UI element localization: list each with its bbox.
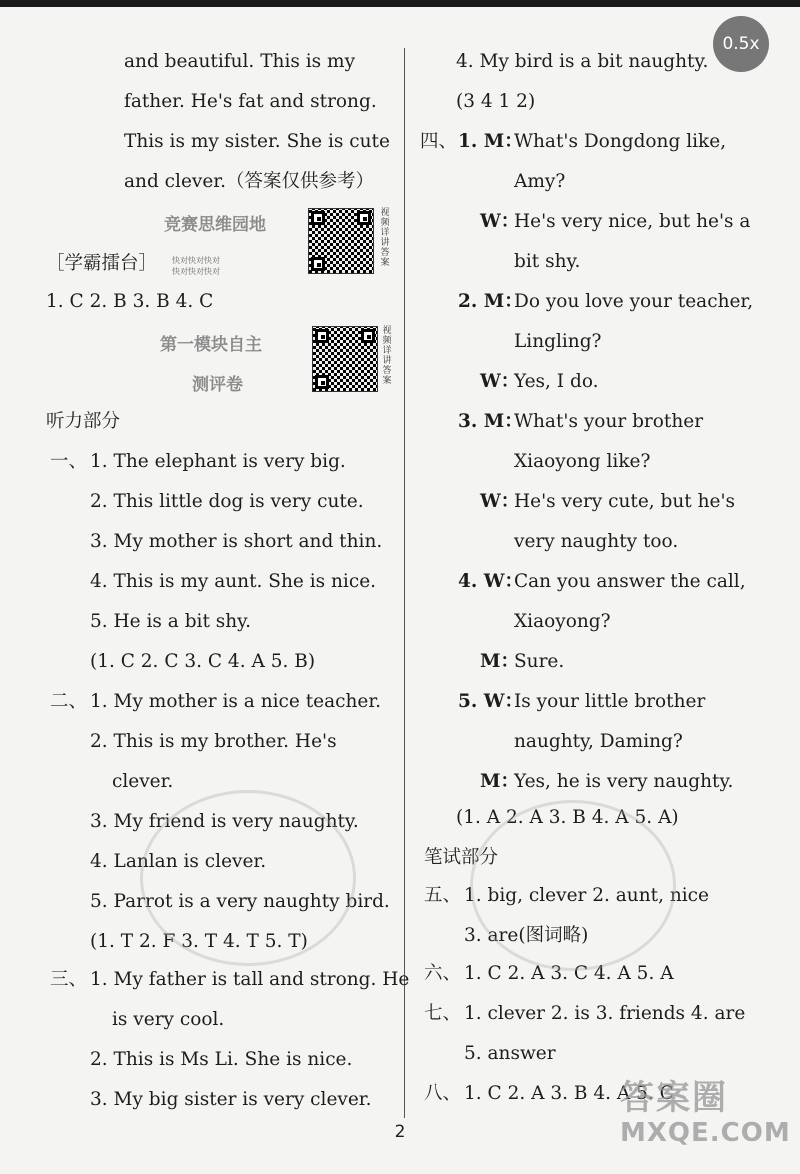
qr-code-icon[interactable]	[312, 326, 378, 392]
answer-line: 1. big, clever 2. aunt, nice	[464, 885, 709, 906]
section-number: 二、	[50, 691, 88, 712]
answer-line: 1. My father is tall and strong. He	[90, 969, 410, 990]
top-edge	[0, 0, 800, 7]
answer-line: 4. This is my aunt. She is nice.	[90, 571, 377, 592]
answer-line: 5. Parrot is a very naughty bird.	[90, 891, 390, 912]
answer-line: 1. My mother is a nice teacher.	[90, 691, 382, 712]
video-answer-label: 视频详讲答案	[382, 326, 392, 386]
speaker-label: 5. W：	[458, 691, 524, 712]
answer-line: 2. This is my brother. He's	[90, 731, 337, 752]
listening-heading: 听力部分	[46, 411, 121, 432]
qr-code-icon[interactable]	[308, 208, 374, 274]
dialog-line: Can you answer the call,	[514, 571, 746, 592]
module-title: 测评卷	[192, 375, 243, 395]
answer-line: 5. answer	[464, 1043, 556, 1064]
section-number: 四、	[420, 131, 458, 152]
speaker-label: M：	[480, 651, 519, 672]
speaker-label: W：	[480, 371, 520, 392]
dialog-line: Do you love your teacher,	[514, 291, 754, 312]
dialog-line: very naughty too.	[514, 531, 679, 552]
dialog-line: Amy?	[514, 171, 566, 192]
fast-text: 快对快对快对	[172, 267, 220, 276]
intro-line: father. He's fat and strong.	[124, 91, 377, 112]
answer-line: 5. He is a bit shy.	[90, 611, 252, 632]
xueba-heading: ［学霸擂台］	[46, 253, 158, 274]
answer-line: 4. Lanlan is clever.	[90, 851, 267, 872]
video-answer-label: 视频详讲答案	[380, 208, 390, 268]
answer-line: 1. The elephant is very big.	[90, 451, 346, 472]
dialog-line: 4. My bird is a bit naughty.	[456, 51, 709, 72]
intro-line: and clever.（答案仅供参考）	[124, 171, 374, 192]
watermark-line: 答案圈	[620, 1078, 728, 1118]
answer-line: 3. are(图词略)	[464, 925, 589, 946]
section-number: 五、	[424, 885, 462, 906]
faint-stamp	[470, 800, 676, 971]
zoom-badge[interactable]: 0.5x	[713, 16, 769, 72]
column-divider	[404, 48, 405, 1118]
page-number: 2	[394, 1122, 406, 1142]
dialog-line: bit shy.	[514, 251, 581, 272]
speaker-label: M：	[480, 771, 519, 792]
dialog-line: He's very cute, but he's	[514, 491, 736, 512]
answer-line: is very cool.	[112, 1009, 225, 1030]
speaker-label: W：	[480, 211, 520, 232]
faint-stamp	[140, 790, 356, 966]
speaker-label: 3. M：	[458, 411, 523, 432]
watermark	[620, 1078, 791, 1148]
answer-line: 1. C 2. A 3. B 4. A 5. C	[464, 1083, 674, 1104]
dialog-line: (3 4 1 2)	[456, 91, 536, 112]
speaker-label: W：	[480, 491, 520, 512]
speaker-label: 1. M：	[458, 131, 523, 152]
dialog-line: Sure.	[514, 651, 565, 672]
answer-line: (1. T 2. F 3. T 4. T 5. T)	[90, 931, 308, 952]
answer-line: (1. C 2. C 3. C 4. A 5. B)	[90, 651, 316, 672]
watermark-line: MXQE.COM	[620, 1118, 791, 1148]
section-number: 八、	[424, 1083, 462, 1104]
contest-title: 竞赛思维园地	[164, 215, 266, 235]
answer-line: 2. This little dog is very cute.	[90, 491, 364, 512]
xueba-answers: 1. C 2. B 3. B 4. C	[46, 291, 214, 312]
dialog-line: Is your little brother	[514, 691, 706, 712]
answer-line: 1. C 2. A 3. C 4. A 5. A	[464, 963, 674, 984]
section-number: 七、	[424, 1003, 462, 1024]
answer-line: 1. clever 2. is 3. friends 4. are	[464, 1003, 746, 1024]
fast-text: 快对快对快对	[172, 256, 220, 265]
dialog-line: He's very nice, but he's a	[514, 211, 751, 232]
dialog-line: What's Dongdong like,	[514, 131, 727, 152]
module-title: 第一模块自主	[160, 335, 262, 355]
section-number: 三、	[50, 969, 88, 990]
written-heading: 笔试部分	[424, 847, 499, 868]
answer-line: 2. This is Ms Li. She is nice.	[90, 1049, 353, 1070]
dialog-line: (1. A 2. A 3. B 4. A 5. A)	[456, 807, 679, 828]
answer-line: 3. My big sister is very clever.	[90, 1089, 372, 1110]
speaker-label: 2. M：	[458, 291, 523, 312]
dialog-line: Yes, I do.	[514, 371, 599, 392]
answer-line: 3. My mother is short and thin.	[90, 531, 383, 552]
answer-line: 3. My friend is very naughty.	[90, 811, 359, 832]
dialog-line: naughty, Daming?	[514, 731, 683, 752]
section-number: 一、	[50, 451, 88, 472]
section-number: 六、	[424, 963, 462, 984]
dialog-line: What's your brother	[514, 411, 704, 432]
intro-line: This is my sister. She is cute	[124, 131, 390, 152]
speaker-label: 4. W：	[458, 571, 524, 592]
dialog-line: Yes, he is very naughty.	[514, 771, 734, 792]
answer-line: clever.	[112, 771, 174, 792]
intro-line: and beautiful. This is my	[124, 51, 356, 72]
dialog-line: Lingling?	[514, 331, 602, 352]
dialog-line: Xiaoyong?	[514, 611, 611, 632]
dialog-line: Xiaoyong like?	[514, 451, 651, 472]
